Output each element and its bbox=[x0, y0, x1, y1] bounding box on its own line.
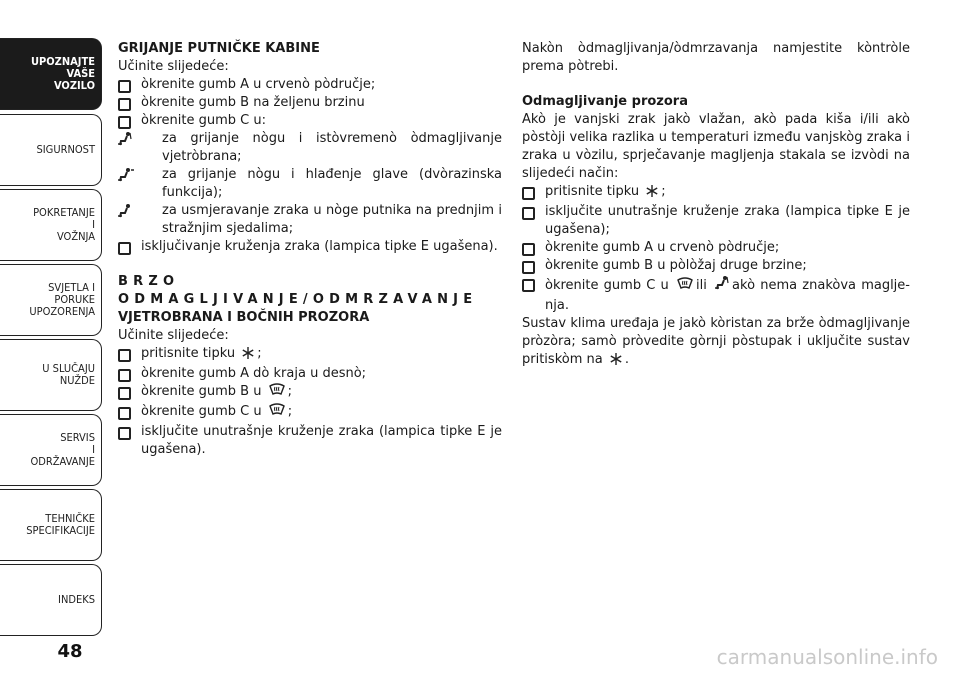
intro-text: Učinite slijedeće: bbox=[118, 328, 229, 343]
list-item-text: pritisnite tipku bbox=[545, 184, 640, 199]
list-item bbox=[522, 257, 910, 275]
list-item-text: ; bbox=[287, 404, 293, 419]
checkbox-bullet-icon bbox=[118, 387, 131, 400]
person-feet-windshield-icon bbox=[715, 275, 729, 297]
sub-item bbox=[118, 166, 502, 202]
paragraph: Nakòn òdmagljivanja/òdmrzavanja namjestite kòntròle prema pòtrebi. bbox=[522, 41, 910, 74]
windshield-icon bbox=[269, 403, 285, 423]
list-item-text: akò nema znakòva maglje-nja. bbox=[545, 278, 910, 313]
watermark: carmanualsonline.info bbox=[716, 645, 938, 669]
list-item-text: òkrenite gumb B u bbox=[141, 384, 262, 399]
tab-svjetla-i-poruke[interactable]: SVJETLA I PORUKE UPOZORENJA bbox=[0, 264, 102, 336]
list-item bbox=[118, 112, 502, 130]
list-item-text: òkrenite gumb C u: bbox=[141, 113, 266, 128]
section-heading-heating: GRIJANJE PUTNIČKE KABINE bbox=[118, 41, 320, 56]
paragraph: Akò je vanjski zrak jakò vlažan, akò pada kiša i/ili akò pòstòji velika razlika u temperaturi između vanjskòg zraka i zraka u vòzilu, sprječavanje magljenja stakala se izvòdi na slijedeći način: bbox=[522, 112, 910, 181]
checkbox-bullet-icon bbox=[522, 279, 535, 292]
tab-sigurnost[interactable]: SIGURNOST bbox=[0, 114, 102, 186]
list-item bbox=[118, 238, 502, 256]
list-item-text: òkrenite gumb A u crvenò pòdručje; bbox=[545, 240, 780, 255]
heating-steps bbox=[118, 76, 502, 130]
list-item-text: òkrenite gumb C u bbox=[141, 404, 262, 419]
checkbox-bullet-icon bbox=[118, 116, 131, 129]
checkbox-bullet-icon bbox=[522, 261, 535, 274]
sub-item-text: za grijanje nògu i hlađenje glave (dvòrazinska funkcija); bbox=[162, 167, 502, 200]
snowflake-icon bbox=[610, 353, 622, 371]
list-item-text: ; bbox=[661, 184, 666, 199]
section-heading-defrost-line2: VJETROBRANA I BOČNIH PROZORA bbox=[118, 310, 370, 325]
sub-item-text: za grijanje nògu i istòvremenò òdmagljivanje vjetròbrana; bbox=[162, 131, 502, 164]
list-item-text: òkrenite gumb C u bbox=[545, 278, 669, 293]
demist-steps bbox=[522, 183, 910, 315]
list-item bbox=[118, 383, 502, 403]
tab-upoznajte-vase-vozilo[interactable]: UPOZNAJTE VAŠE VOZILO bbox=[0, 38, 102, 110]
section-heading-defrost: BRZO ODMAGLJIVANJE/ODMRZAVANJE bbox=[118, 274, 478, 307]
checkbox-bullet-icon bbox=[522, 243, 535, 256]
checkbox-bullet-icon bbox=[118, 349, 131, 362]
list-item bbox=[522, 203, 910, 239]
list-item-text: òkrenite gumb B u pòlòžaj druge brzine; bbox=[545, 258, 807, 273]
list-item bbox=[522, 275, 910, 315]
left-column bbox=[118, 40, 502, 459]
tab-indeks[interactable]: INDEKS bbox=[0, 564, 102, 636]
tab-tehnicke-specifikacije[interactable]: TEHNIČKE SPECIFIKACIJE bbox=[0, 489, 102, 561]
list-item bbox=[118, 76, 502, 94]
windshield-icon bbox=[269, 383, 285, 403]
person-feet-windshield-icon bbox=[118, 131, 132, 153]
list-item-text: òkrenite gumb A u crvenò pòdručje; bbox=[141, 77, 376, 92]
checkbox-bullet-icon bbox=[118, 369, 131, 382]
checkbox-bullet-icon bbox=[522, 207, 535, 220]
list-item-text: isključivanje kruženja zraka (lampica tipke E ugašena). bbox=[141, 239, 498, 254]
sub-item bbox=[118, 202, 502, 238]
list-item bbox=[118, 94, 502, 112]
list-item bbox=[118, 345, 502, 365]
checkbox-bullet-icon bbox=[118, 80, 131, 93]
list-item-text: òkrenite gumb A dò kraja u desnò; bbox=[141, 366, 367, 381]
person-feet-icon bbox=[118, 203, 134, 225]
intro-text: Učinite slijedeće: bbox=[118, 59, 229, 74]
checkbox-bullet-icon bbox=[118, 242, 131, 255]
right-column bbox=[522, 40, 910, 371]
sub-item-text: za usmjeravanje zraka u nòge putnika na prednjim i stražnjim sjedalima; bbox=[162, 203, 502, 236]
list-item bbox=[118, 423, 502, 459]
list-item bbox=[118, 403, 502, 423]
checkbox-bullet-icon bbox=[522, 187, 535, 200]
list-item-text: ; bbox=[257, 346, 262, 361]
list-item-text: isključite unutrašnje kruženje zraka (lampica tipke E je ugašena); bbox=[545, 204, 910, 237]
list-item-text: pritisnite tipku bbox=[141, 346, 236, 361]
defrost-steps bbox=[118, 345, 502, 459]
windshield-icon bbox=[677, 277, 693, 297]
list-item-text: òkrenite gumb B na željenu brzinu bbox=[141, 95, 365, 110]
checkbox-bullet-icon bbox=[118, 98, 131, 111]
tab-u-slucaju-nuzde[interactable]: U SLUČAJU NUŽDE bbox=[0, 339, 102, 411]
list-item bbox=[522, 183, 910, 203]
paragraph-text: . bbox=[624, 352, 629, 367]
list-item-text: isključite unutrašnje kruženje zraka (lampica tipke E je ugašena). bbox=[141, 424, 502, 457]
tab-pokretanje-i-voznja[interactable]: POKRETANJE I VOŽNJA bbox=[0, 189, 102, 261]
list-item-text: ; bbox=[287, 384, 292, 399]
checkbox-bullet-icon bbox=[118, 427, 131, 440]
sub-item bbox=[118, 130, 502, 166]
page-number: 48 bbox=[57, 641, 83, 662]
tab-servis-i-odrzavanje[interactable]: SERVIS I ODRŽAVANJE bbox=[0, 414, 102, 486]
paragraph bbox=[522, 315, 910, 371]
list-item bbox=[522, 239, 910, 257]
list-item bbox=[118, 365, 502, 383]
paragraph-text: Sustav klima uređaja je jakò kòristan za brže òdmagljivanje pròzòra; samò pròvedite gòrnji pòstupak i uključite sustav pritiskòm na bbox=[522, 316, 910, 367]
section-heading-window-demist: Odmagljivanje prozora bbox=[522, 94, 688, 109]
snowflake-icon bbox=[646, 185, 658, 203]
person-feet-head-icon bbox=[118, 167, 134, 189]
list-item-text: ili bbox=[696, 278, 707, 293]
checkbox-bullet-icon bbox=[118, 407, 131, 420]
snowflake-icon bbox=[242, 347, 254, 365]
heating-steps-end bbox=[118, 238, 502, 256]
